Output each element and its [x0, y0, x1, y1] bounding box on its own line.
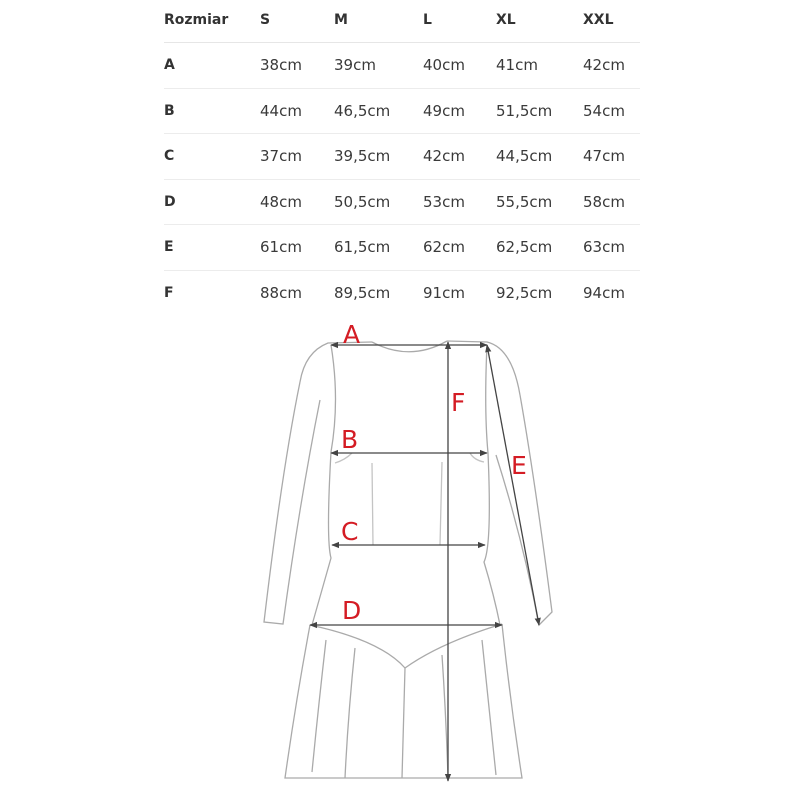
table-cell: 63cm: [583, 238, 625, 257]
label-a: A: [343, 320, 361, 349]
table-cell: 94cm: [583, 283, 625, 302]
dress-skirt-pleats: [312, 640, 496, 778]
size-table: [164, 0, 640, 315]
table-cell: 41cm: [496, 56, 538, 75]
row-label: C: [164, 148, 175, 165]
header-size-s: S: [260, 12, 271, 28]
table-cell: 55,5cm: [496, 192, 553, 211]
table-cell: 62,5cm: [496, 238, 553, 257]
table-cell: 42cm: [423, 147, 465, 166]
table-header-row: [164, 0, 640, 43]
header-size-l: L: [423, 12, 432, 28]
header-size-xxl: XXL: [583, 12, 614, 28]
measure-line-e: [487, 345, 539, 625]
dress-right-sleeve: [496, 395, 552, 625]
table-cell: 42cm: [583, 56, 625, 75]
table-cell: 92,5cm: [496, 283, 553, 302]
table-cell: 38cm: [260, 56, 302, 75]
table-cell: 61,5cm: [334, 238, 391, 257]
table-cell: 47cm: [583, 147, 625, 166]
table-row: [164, 134, 640, 180]
label-f: F: [451, 388, 466, 417]
label-b: B: [341, 425, 359, 454]
table-cell: 58cm: [583, 192, 625, 211]
dress-outline: [264, 341, 552, 778]
row-label: E: [164, 239, 174, 256]
table-cell: 39,5cm: [334, 147, 391, 166]
dress-waist-seam: [310, 624, 502, 668]
header-size-xl: XL: [496, 12, 516, 28]
table-cell: 46,5cm: [334, 101, 391, 120]
row-label: A: [164, 57, 175, 74]
table-cell: 54cm: [583, 101, 625, 120]
table-row: [164, 180, 640, 226]
table-cell: 44cm: [260, 101, 302, 120]
table-cell: 40cm: [423, 56, 465, 75]
label-e: E: [511, 451, 527, 480]
dress-left-sleeve: [264, 382, 320, 624]
dress-bodice-right: [484, 345, 500, 625]
table-cell: 39cm: [334, 56, 376, 75]
table-row: [164, 43, 640, 89]
table-cell: 44,5cm: [496, 147, 553, 166]
table-row: [164, 89, 640, 135]
table-row: [164, 225, 640, 271]
table-cell: 89,5cm: [334, 283, 391, 302]
table-cell: 91cm: [423, 283, 465, 302]
table-cell: 37cm: [260, 147, 302, 166]
dress-bust-curve: [335, 453, 484, 463]
table-cell: 61cm: [260, 238, 302, 257]
dress-bodice-left: [312, 345, 336, 625]
header-size-m: M: [334, 12, 348, 28]
table-row: [164, 271, 640, 316]
row-label: B: [164, 102, 175, 119]
table-cell: 62cm: [423, 238, 465, 257]
dress-darts: [372, 462, 442, 545]
dress-measurement-diagram: [0, 310, 800, 800]
table-cell: 53cm: [423, 192, 465, 211]
row-label: F: [164, 284, 174, 301]
measurement-labels: [341, 320, 527, 625]
table-cell: 50,5cm: [334, 192, 391, 211]
table-cell: 88cm: [260, 283, 302, 302]
dress-neckline: [372, 341, 447, 352]
table-cell: 48cm: [260, 192, 302, 211]
table-cell: 49cm: [423, 101, 465, 120]
header-size-label: Rozmiar: [164, 12, 229, 28]
label-c: C: [341, 517, 359, 546]
table-cell: 51,5cm: [496, 101, 553, 120]
row-label: D: [164, 193, 176, 210]
measurement-lines: [310, 342, 539, 781]
label-d: D: [342, 596, 362, 625]
